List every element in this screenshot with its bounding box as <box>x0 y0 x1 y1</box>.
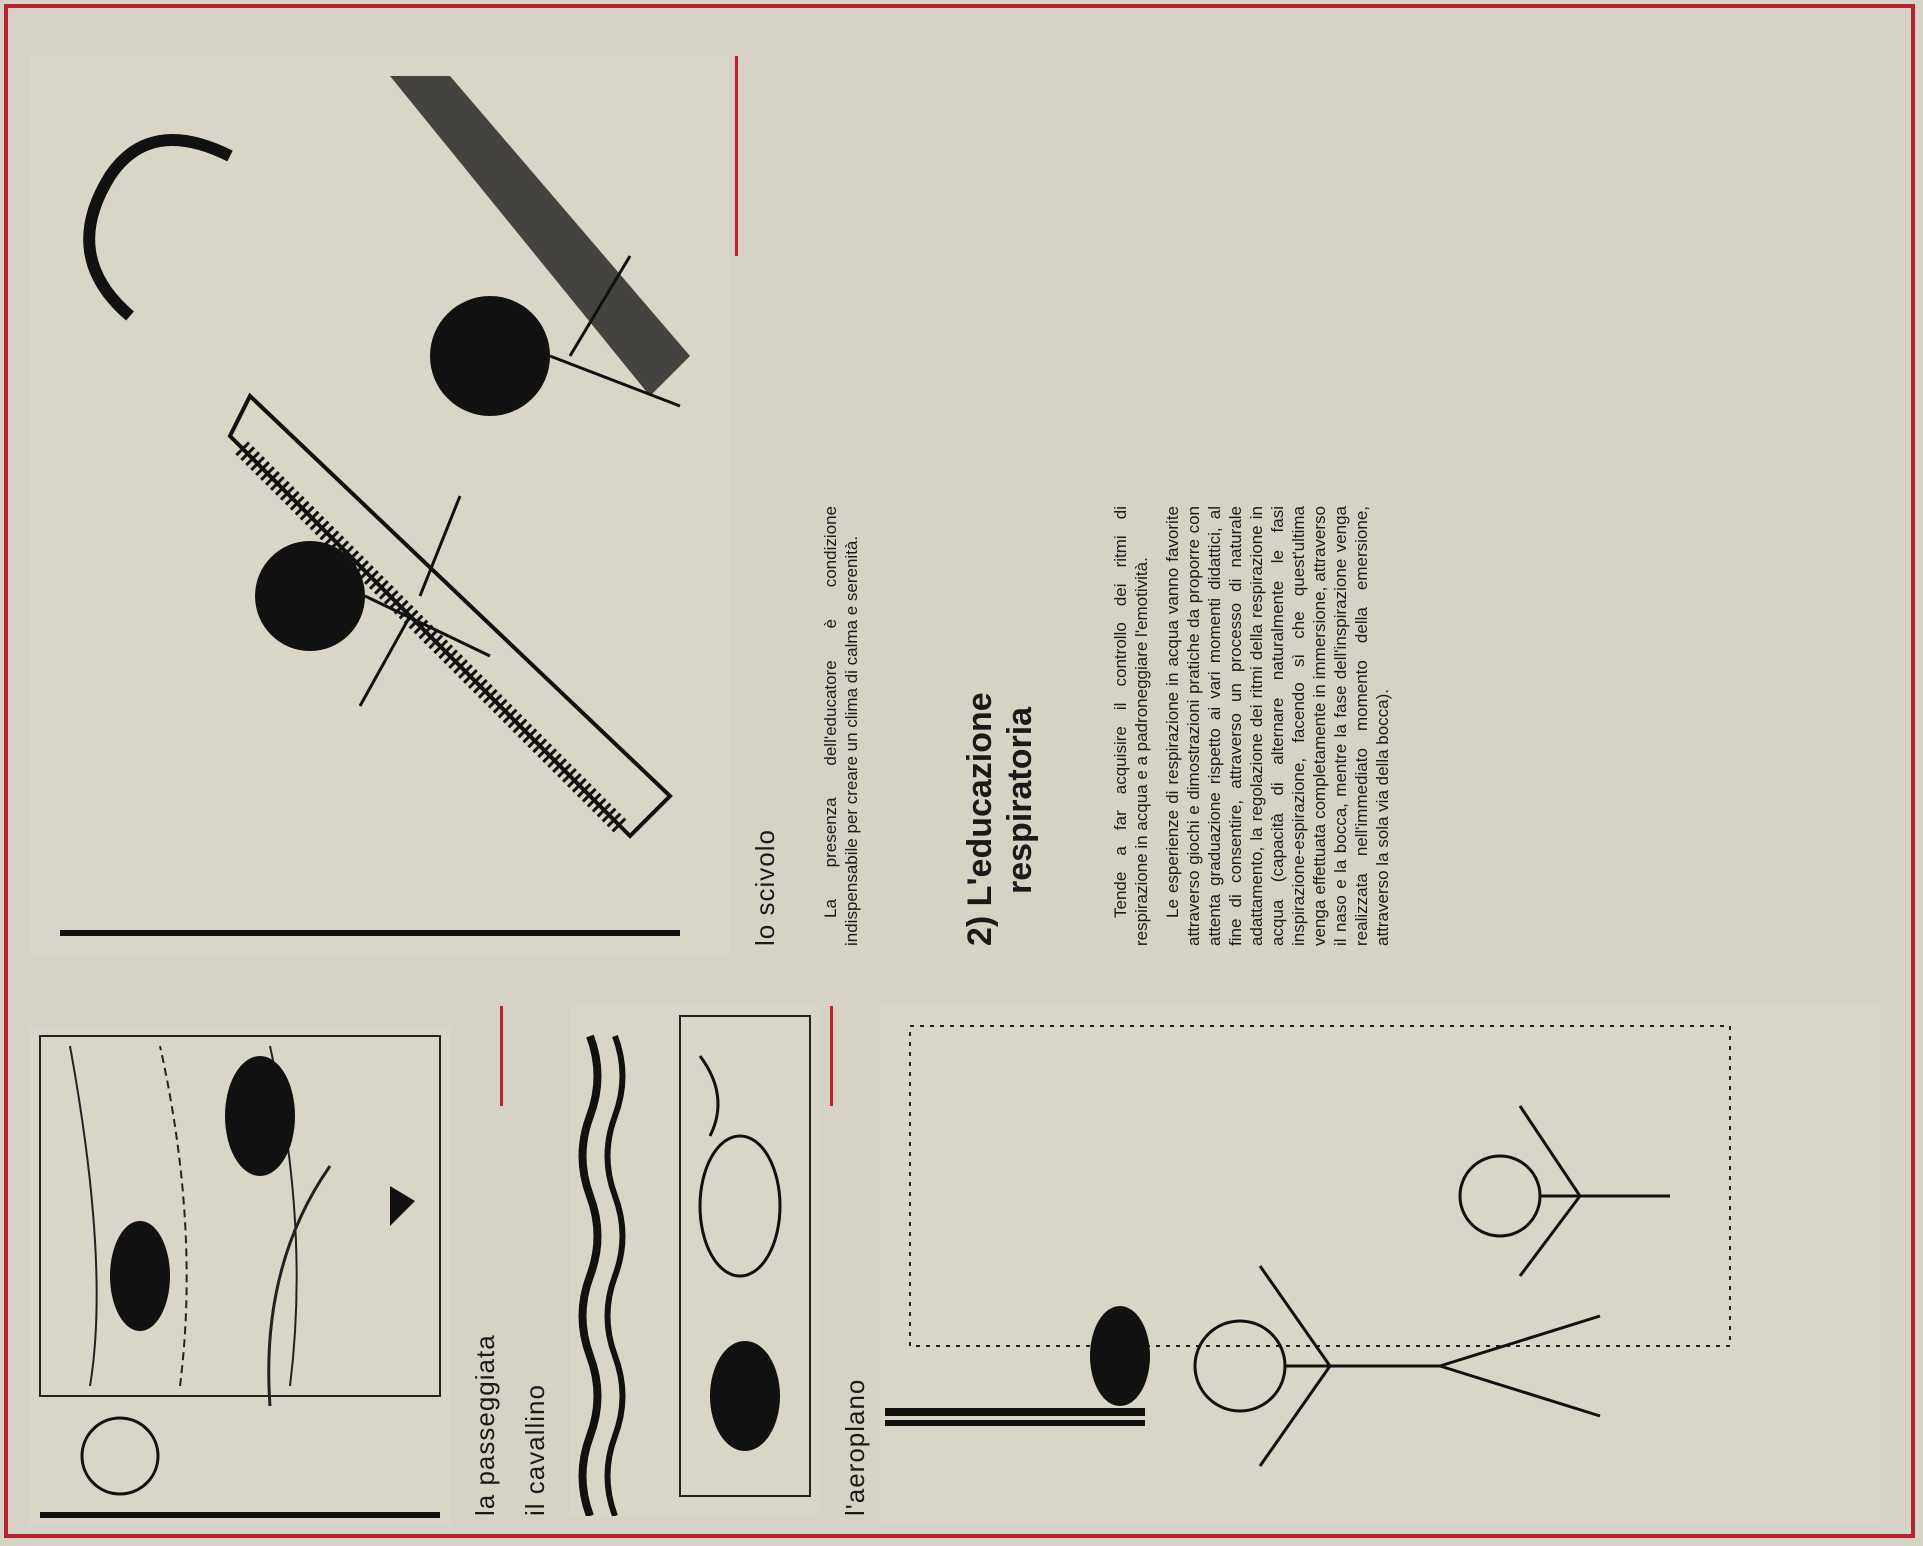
paragraph-2: Le esperienze di respirazione in acqua vanno favorite attraverso giochi e dimostrazioni pratiche da proporre con attenta graduazione rispetto ai vari momenti didattici, al fine di consentire, attraverso un processo di naturale adattamento, la regolazione dei ritmi della respirazione in acqua (capacità di alternare naturalmente le fasi inspirazione-espirazione, facendo sì che quest'ultima venga effettuata completamente in immersione, attraverso il naso e la bocca, mentre la fase dell'inspirazione venga realizzata nell'immediato momento della emersione, attraverso la sola via della bocca). <box>1163 506 1392 946</box>
caption-passeggiata: la passeggiata <box>470 1334 500 1516</box>
caption-cavallino: il cavallino <box>520 1384 550 1516</box>
illustration-scivolo <box>30 56 730 956</box>
illustration-cavallino <box>570 1006 820 1516</box>
section-heading <box>960 346 1040 946</box>
section-title-line1: L'educazione <box>961 692 999 907</box>
caption-aeroplano: l'aeroplano <box>840 1378 870 1516</box>
section-body <box>1110 506 1403 946</box>
divider-line <box>735 56 738 256</box>
intro-paragraph: La presenza dell'educatore è condizione indispensabile per creare un clima di calma e serenità. <box>821 506 861 946</box>
divider-line <box>500 1006 503 1106</box>
divider-line <box>830 1006 833 1106</box>
intro-text <box>820 506 872 946</box>
section-title-line2: respiratoria <box>1001 706 1039 894</box>
section-number: 2) <box>961 915 999 946</box>
illustration-aeroplano <box>880 1006 1880 1526</box>
illustration-passeggiata <box>30 1026 450 1526</box>
paragraph-1: Tende a far acquisire il controllo dei ritmi di respirazione in acqua e a padroneggiare l'emotività. <box>1111 506 1151 946</box>
caption-scivolo: lo scivolo <box>750 829 780 946</box>
